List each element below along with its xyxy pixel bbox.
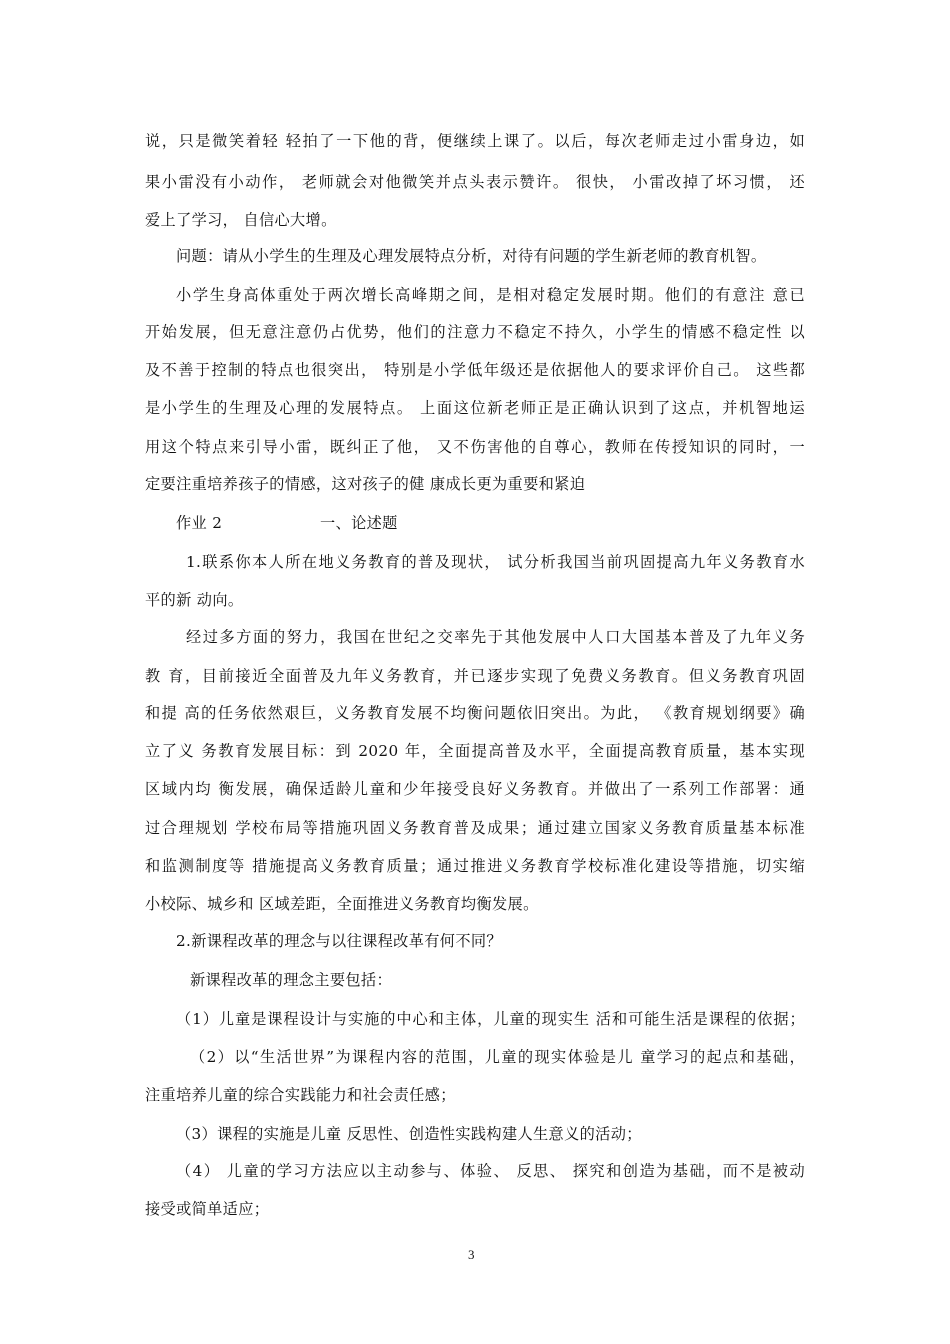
answer-line: 经过多方面的努力，我国在世纪之交率先于其他发展中人口大国基本普及了九年义务 xyxy=(186,628,805,646)
answer-line: 区域内均 衡发展，确保适龄儿童和少年接受良好义务教育。并做出了一系列工作部署：通 xyxy=(145,780,805,798)
text-line: 爱上了学习， 自信心大增。 xyxy=(145,211,337,229)
list-item: （3）课程的实施是儿童 反思性、创造性实践构建人生意义的活动； xyxy=(176,1125,642,1143)
page-number: 3 xyxy=(468,1247,475,1262)
answer-line: 和监测制度等 措施提高义务教育质量；通过推进义务教育学校标准化建设等措施，切实缩 xyxy=(145,857,805,875)
answer-line: 开始发展，但无意注意仍占优势，他们的注意力不稳定不持久，小学生的情感不稳定性 以 xyxy=(145,323,805,341)
section-heading: 一、论述题 xyxy=(320,514,398,532)
answer-line: 过合理规划 学校布局等措施巩固义务教育普及成果；通过建立国家义务教育质量基本标准 xyxy=(145,819,805,837)
answer-line: 和提 高的任务依然艰巨，义务教育发展不均衡问题依旧突出。为此， 《教育规划纲要》确 xyxy=(145,704,805,722)
answer-line: 立了义 务教育发展目标：到 2020 年，全面提高普及水平，全面提高教育质量，基本实现 xyxy=(145,742,805,760)
list-item: 接受或简单适应； xyxy=(145,1200,270,1218)
answer-line: 小学生身高体重处于两次增长高峰期之间，是相对稳定发展时期。他们的有意注 意已 xyxy=(176,286,805,304)
assignment-label: 作业 2 xyxy=(176,514,223,532)
answer-line: 小校际、城乡和 区域差距，全面推进义务教育均衡发展。 xyxy=(145,895,539,913)
answer-line: 定要注重培养孩子的情感，这对孩子的健 康成长更为重要和紧迫 xyxy=(145,475,586,493)
answer-line: 新课程改革的理念主要包括： xyxy=(190,971,392,989)
answer-line: 教 育，目前接近全面普及九年义务教育，并已逐步实现了免费义务教育。但义务教育巩固 xyxy=(145,667,805,685)
answer-line: 及不善于控制的特点也很突出， 特别是小学低年级还是依据他人的要求评价自己。 这些都 xyxy=(145,361,805,379)
text-line: 果小雷没有小动作， 老师就会对他微笑并点头表示赞许。 很快， 小雷改掉了坏习惯， 还 xyxy=(145,173,805,191)
question-line: 平的新 动向。 xyxy=(145,591,244,609)
list-item: （2）以“生活世界”为课程内容的范围，儿童的现实体验是儿 童学习的起点和基础， xyxy=(190,1048,805,1066)
answer-line: 是小学生的生理及心理的发展特点。 上面这位新老师正是正确认识到了这点，并机智地运 xyxy=(145,399,805,417)
question-line: 1.联系你本人所在地义务教育的普及现状， 试分析我国当前巩固提高九年义务教育水 xyxy=(186,553,805,571)
list-item: （4） 儿童的学习方法应以主动参与、体验、 反思、 探究和创造为基础，而不是被动 xyxy=(176,1162,805,1180)
list-item: 注重培养儿童的综合实践能力和社会责任感； xyxy=(145,1086,456,1104)
text-line: 说，只是微笑着轻 轻拍了一下他的背，便继续上课了。以后，每次老师走过小雷身边，如 xyxy=(145,132,805,150)
question-line: 2.新课程改革的理念与以往课程改革有何不同？ xyxy=(176,932,502,950)
answer-line: 用这个特点来引导小雷，既纠正了他， 又不伤害他的自尊心，教师在传授知识的同时，一 xyxy=(145,438,805,456)
question-line: 问题：请从小学生的生理及心理发展特点分析，对待有问题的学生新老师的教育机智。 xyxy=(176,247,767,265)
list-item: （1）儿童是课程设计与实施的中心和主体，儿童的现实生 活和可能生活是课程的依据； xyxy=(176,1010,805,1028)
